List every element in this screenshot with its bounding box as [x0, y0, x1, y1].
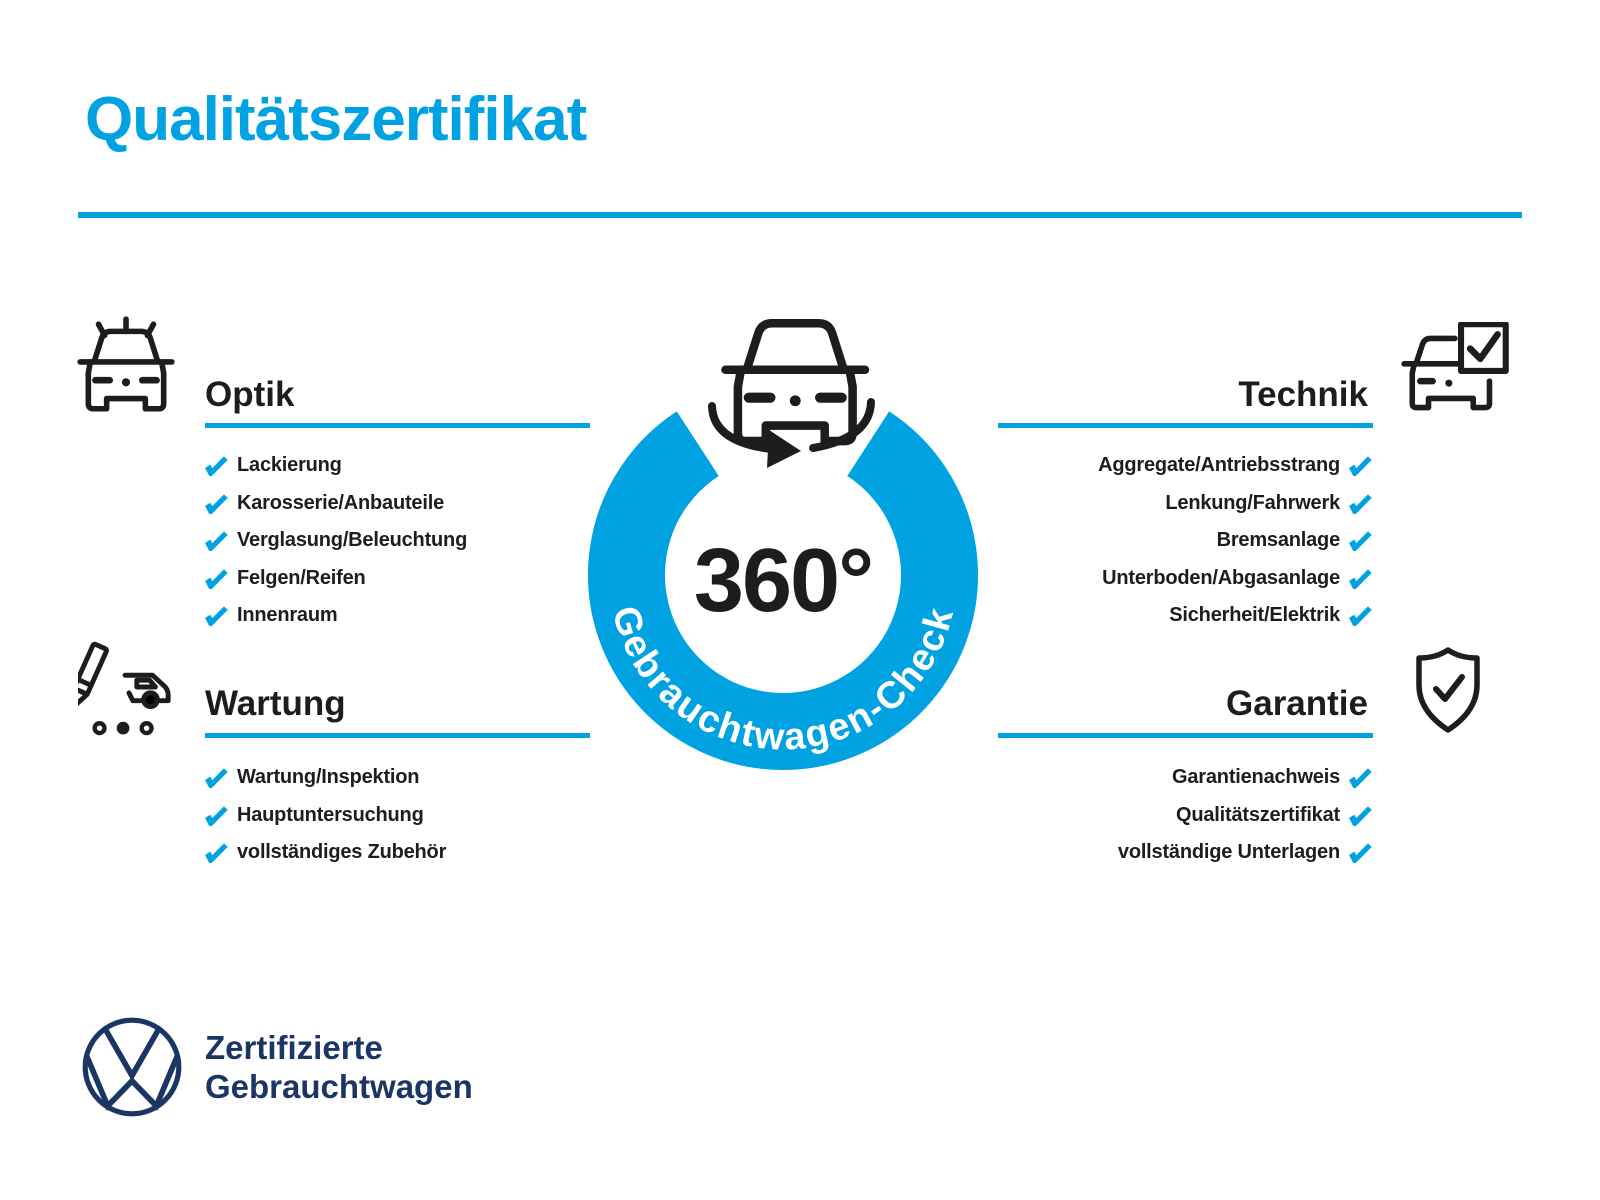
vw-logo [80, 1015, 184, 1119]
wartung-checklist [205, 759, 446, 872]
car-rotate-icon [726, 323, 866, 441]
checklist-item [952, 797, 1372, 835]
checklist-item [205, 834, 446, 872]
checklist-item [952, 597, 1372, 635]
checklist-item-label: Garantienachweis [1172, 766, 1340, 789]
check-icon [205, 805, 228, 826]
check-icon [1349, 842, 1372, 863]
title-divider [78, 212, 1522, 218]
checklist-item [952, 522, 1372, 560]
check-icon [205, 767, 228, 788]
degree-label: 360° [693, 531, 873, 631]
checklist-item-label: Qualitätszertifikat [1175, 803, 1340, 826]
checklist-item [952, 834, 1372, 872]
section-heading-wartung: Wartung [205, 684, 346, 723]
optik-checklist [205, 447, 467, 635]
car-checkbox-icon [1396, 322, 1523, 424]
optik-underline [205, 423, 590, 428]
technik-checklist [952, 447, 1372, 635]
checklist-item-label: Sicherheit/Elektrik [1169, 604, 1340, 627]
technik-underline [998, 423, 1373, 428]
checklist-item [205, 797, 446, 835]
checklist-item [952, 560, 1372, 598]
check-icon [1349, 605, 1372, 626]
check-icon [205, 568, 228, 589]
section-heading-technik: Technik [1238, 375, 1368, 414]
checklist-item [205, 560, 467, 598]
checklist-item-label: Verglasung/Beleuchtung [237, 529, 468, 552]
brand-line1: Zertifizierte [205, 1029, 383, 1066]
checklist-item-label: Hauptuntersuchung [237, 803, 424, 826]
check-icon [205, 493, 228, 514]
garantie-underline [998, 733, 1373, 738]
check-icon [205, 842, 228, 863]
check-icon [1349, 530, 1372, 551]
brand-line2: Gebrauchtwagen [205, 1068, 473, 1105]
check-icon [205, 530, 228, 551]
check-icon [1349, 493, 1372, 514]
checklist-item-label: Wartung/Inspektion [237, 766, 420, 789]
garantie-checklist [952, 759, 1372, 872]
checklist-item-label: Lackierung [237, 454, 342, 477]
check-icon [1349, 455, 1372, 476]
car-shine-icon [70, 316, 182, 418]
check-icon [205, 605, 228, 626]
brand-text [205, 1028, 473, 1106]
check-icon [205, 455, 228, 476]
checklist-item [205, 759, 446, 797]
checklist-item-label: Aggregate/Antriebsstrang [1098, 454, 1340, 477]
section-heading-optik: Optik [205, 375, 295, 414]
checklist-item [205, 485, 467, 523]
checklist-item [952, 759, 1372, 797]
shield-check-icon [1408, 644, 1488, 736]
checklist-item [952, 485, 1372, 523]
check-icon [1349, 568, 1372, 589]
checklist-item-label: vollständiges Zubehör [237, 841, 447, 864]
checklist-item [205, 522, 467, 560]
checklist-item-label: Karosserie/Anbauteile [237, 491, 444, 514]
checklist-item-label: Unterboden/Abgasanlage [1102, 566, 1340, 589]
wartung-underline [205, 733, 590, 738]
checklist-item [205, 447, 467, 485]
checklist-item-label: Lenkung/Fahrwerk [1165, 491, 1340, 514]
section-heading-garantie: Garantie [1226, 684, 1368, 723]
360-check-badge [565, 290, 1005, 790]
checklist-item [205, 597, 467, 635]
checklist-item-label: Felgen/Reifen [237, 566, 366, 589]
check-icon [1349, 805, 1372, 826]
checklist-item-label: vollständige Unterlagen [1117, 841, 1340, 864]
checklist-item-label: Innenraum [237, 604, 338, 627]
checklist-item-label: Bremsanlage [1216, 529, 1340, 552]
page-title: Qualitätszertifikat [85, 85, 587, 154]
pencil-car-icon [78, 638, 176, 736]
checklist-item [952, 447, 1372, 485]
ring-label: Gebrauchtwagen-Check [603, 601, 963, 760]
check-icon [1349, 767, 1372, 788]
